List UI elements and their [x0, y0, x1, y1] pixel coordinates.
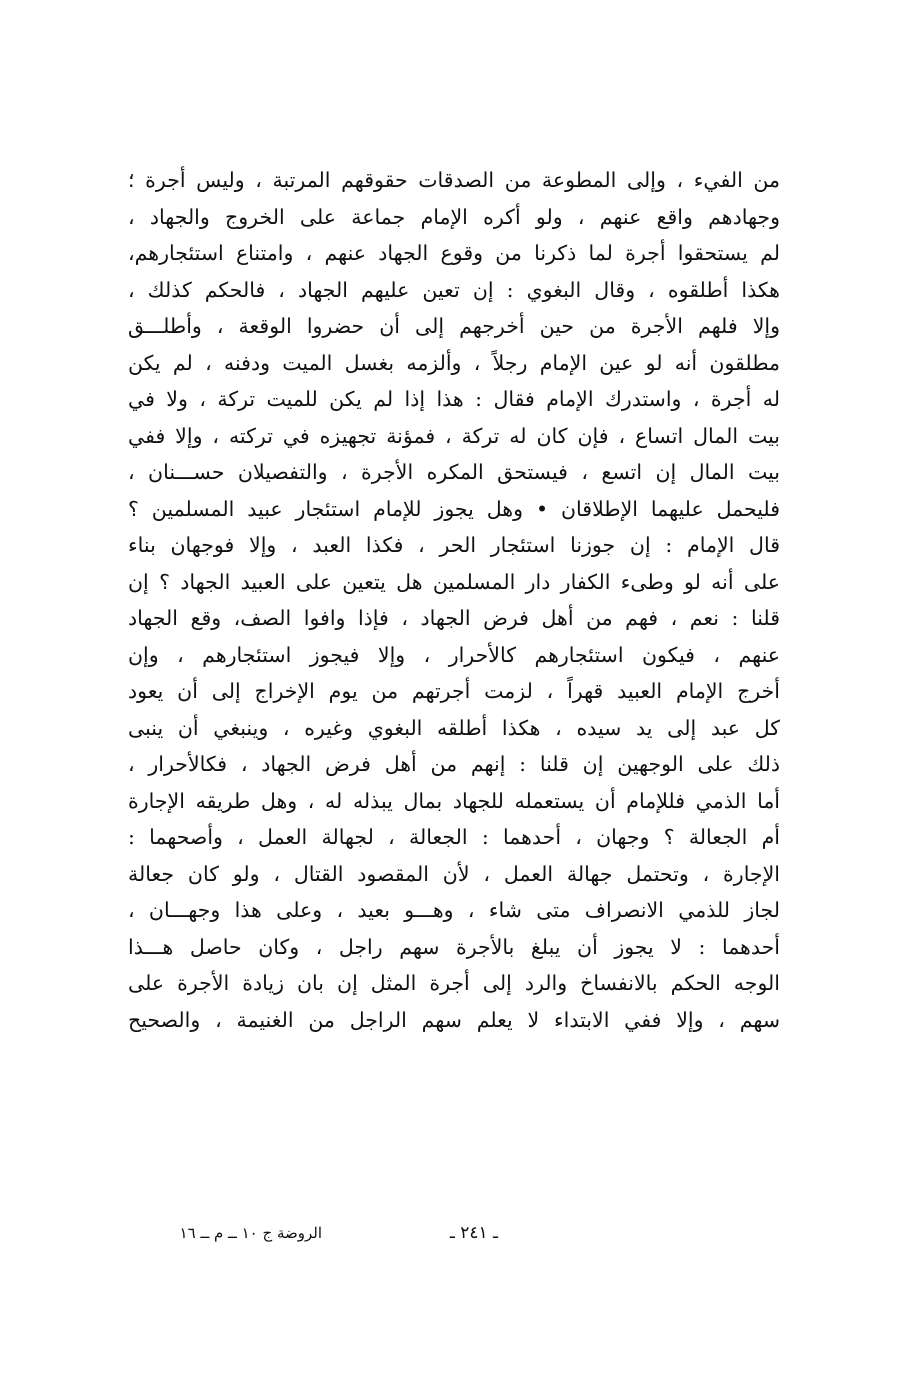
text-line: من الفيء ، وإلى المطوعة من الصدقات حقوقهم المرتبة ، وليس أجرة ؛	[128, 168, 780, 192]
text-line: وإلا فلهم الأجرة من حين أخرجهم إلى أن حضروا الوقعة ، وأطلـــق	[128, 314, 780, 338]
page-footer	[128, 1218, 780, 1248]
text-line: وجهادهم واقع عنهم ، ولو أكره الإمام جماعة على الخروج والجهاد ،	[128, 204, 780, 229]
text-line: أحدهما : لا يجوز أن يبلغ بالأجرة سهم راجل ، وكان حاصل هـــذا	[128, 934, 780, 959]
text-line: أم الجعالة ؟ وجهان ، أحدهما : الجعالة ، لجهالة العمل ، وأصحهما :	[128, 825, 780, 849]
text-line: له أجرة ، واستدرك الإمام فقال : هذا إذا لم يكن للميت تركة ، ولا في	[128, 387, 780, 411]
text-line: لم يستحقوا أجرة لما ذكرنا من وقوع الجهاد عنهم ، وامتناع استئجارهم،	[128, 241, 780, 265]
text-line: بيت المال اتساع ، فإن كان له تركة ، فمؤنة تجهيزه في تركته ، وإلا ففي	[128, 423, 780, 448]
text-line: مطلقون أنه لو عين الإمام رجلاً ، وألزمه بغسل الميت ودفنه ، لم يكن	[128, 350, 780, 375]
text-line: الوجه الحكم بالانفساخ والرد إلى أجرة المثل إن بان زيادة الأجرة على	[128, 971, 780, 995]
text-line: قال الإمام : إن جوزنا استئجار الحر ، فكذا العبد ، وإلا فوجهان بناء	[128, 533, 780, 557]
text-line: بيت المال إن اتسع ، فيستحق المكره الأجرة ، والتفصيلان حســـنان ،	[128, 460, 780, 484]
text-line: الإجارة ، وتحتمل جهالة العمل ، لأن المقصود القتال ، ولو كان جعالة	[128, 861, 780, 886]
footer-signature: الروضة ج ١٠ ــ م ــ ١٦	[179, 1224, 322, 1242]
text-line: أخرج الإمام العبيد قهراً ، لزمت أجرتهم من يوم الإخراج إلى أن يعود	[128, 679, 780, 703]
text-line: لجاز للذمي الانصراف متى شاء ، وهـــو بعيد ، وعلى هذا وجهـــان ،	[128, 898, 780, 922]
text-line: قلنا : نعم ، فهم من أهل فرض الجهاد ، فإذا وافوا الصف، وقع الجهاد	[128, 606, 780, 630]
text-line: ذلك على الوجهين إن قلنا : إنهم من أهل فرض الجهاد ، فكالأحرار ،	[128, 752, 780, 776]
text-line: فليحمل عليهما الإطلاقان • وهل يجوز للإمام استئجار عبيد المسلمين ؟	[128, 496, 780, 521]
text-line: كل عبد إلى يد سيده ، هكذا أطلقه البغوي وغيره ، وينبغي أن ينبى	[128, 715, 780, 740]
text-line: سهم ، وإلا ففي الابتداء لا يعلم سهم الراجل من الغنيمة ، والصحيح	[128, 1007, 780, 1032]
page-number: ـ ٢٤١ ـ	[449, 1223, 498, 1243]
text-line: على أنه لو وطىء الكفار دار المسلمين هل يتعين على العبيد الجهاد ؟ إن	[128, 569, 780, 594]
text-line: عنهم ، فيكون استئجارهم كالأحرار ، وإلا فيجوز استئجارهم ، وإن	[128, 642, 780, 667]
text-line: أما الذمي فللإمام أن يستعمله للجهاد بمال يبذله له ، وهل طريقه الإجارة	[128, 788, 780, 813]
body-text	[128, 162, 780, 1038]
text-line: هكذا أطلقوه ، وقال البغوي : إن تعين عليهم الجهاد ، فالحكم كذلك ،	[128, 277, 780, 302]
